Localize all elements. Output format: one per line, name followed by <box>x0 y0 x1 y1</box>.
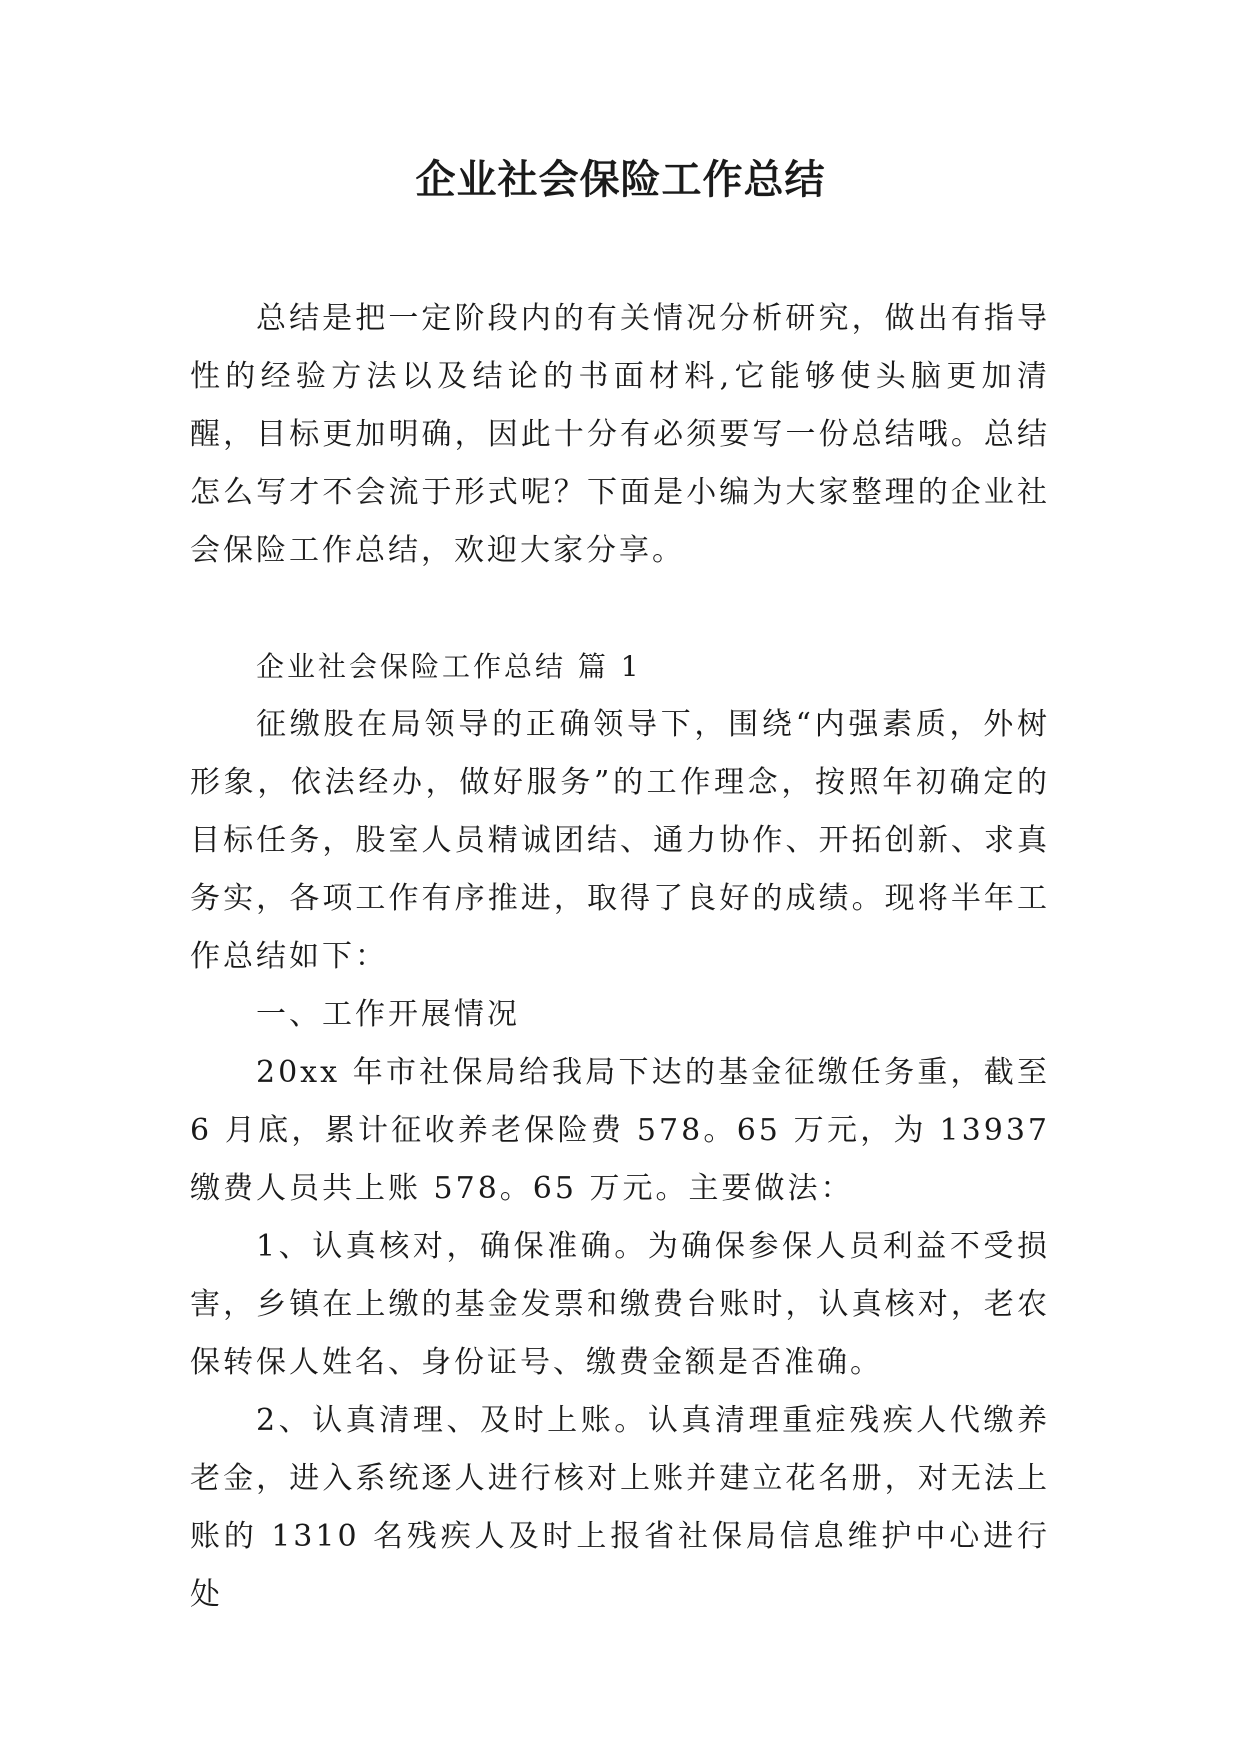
body-paragraph: 20xx 年市社保局给我局下达的基金征缴任务重，截至 6 月底，累计征收养老保险费 578。65 万元，为 13937 缴费人员共上账 578。65 万元。主要做法： <box>190 1055 1050 1206</box>
body-paragraph: 1、认真核对，确保准确。为确保参保人员利益不受损害，乡镇在上缴的基金发票和缴费台账时，认真核对，老农保转保人姓名、身份证号、缴费金额是否准确。 <box>190 1229 1050 1380</box>
body-paragraph: 2、认真清理、及时上账。认真清理重症残疾人代缴养老金，进入系统逐人进行核对上账并建立花名册，对无法上账的 1310 名残疾人及时上报省社保局信息维护中心进行处 <box>190 1403 1050 1612</box>
section-heading: 企业社会保险工作总结 篇 1 <box>256 650 642 683</box>
page-title: 企业社会保险工作总结 <box>415 156 826 203</box>
intro-paragraph: 总结是把一定阶段内的有关情况分析研究，做出有指导性的经验方法以及结论的书面材料,它能够使头脑更加清醒，目标更加明确，因此十分有必须要写一份总结哦。总结怎么写才不会流于形式呢？下面是小编为大家整理的企业社会保险工作总结，欢迎大家分享。 <box>190 301 1050 568</box>
document-body <box>190 290 1050 1624</box>
body-paragraph: 征缴股在局领导的正确领导下，围绕“内强素质，外树形象，依法经办，做好服务”的工作理念，按照年初确定的目标任务，股室人员精诚团结、通力协作、开拓创新、求真务实，各项工作有序推进，取得了良好的成绩。现将半年工作总结如下： <box>190 707 1050 974</box>
subheading-work-progress: 一、工作开展情况 <box>256 997 520 1032</box>
spacer <box>190 580 1050 638</box>
